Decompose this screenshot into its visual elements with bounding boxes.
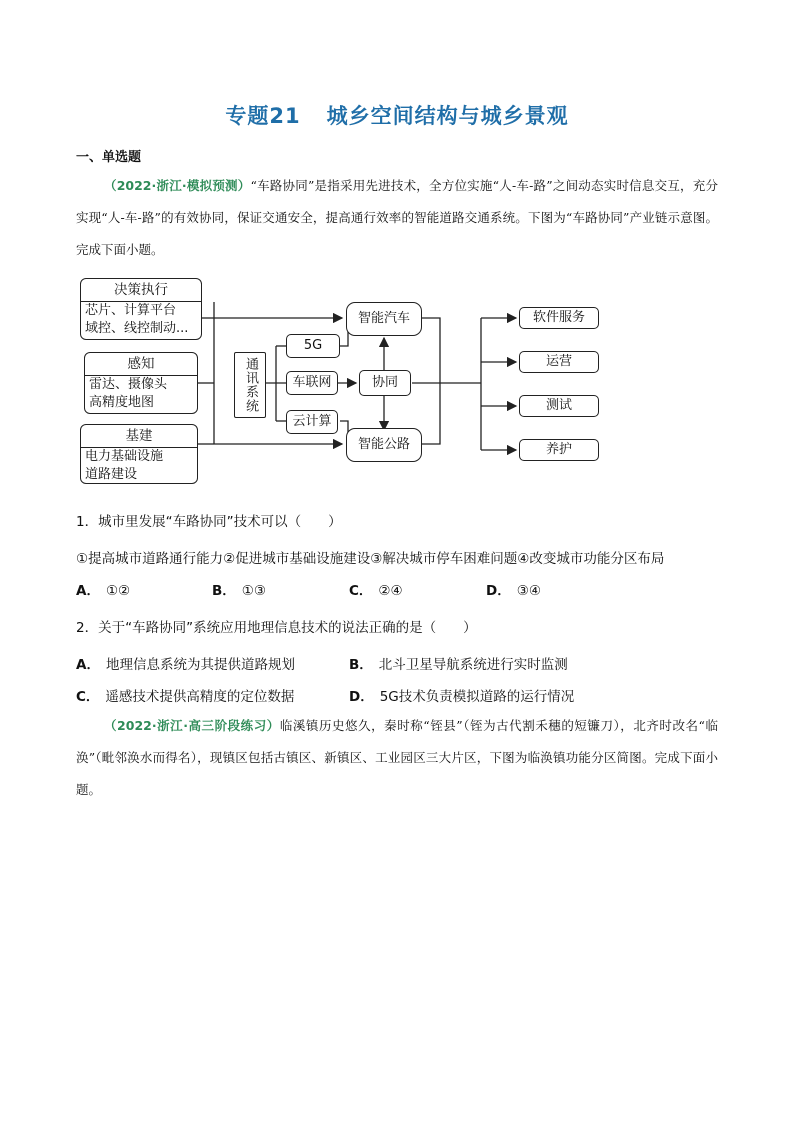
output-software-service: 软件服务 — [519, 307, 599, 329]
passage-2 — [76, 710, 718, 806]
node-smart-car: 智能汽车 — [346, 302, 422, 336]
option-text: 地理信息系统为其提供道路规划 — [105, 657, 295, 673]
question-2-option-a[interactable] — [76, 653, 295, 673]
node-iov: 车联网 — [286, 371, 338, 395]
passage-2-text: 临溪镇历史悠久，秦时称“铚县”（铚为古代割禾穗的短镰刀），北齐时改名“临涣”（毗邻涣水而得名），现镇区包括古镇区、新镇区、工业园区三大片区，下图为临涣镇功能分区简图。完成下面小题。 — [76, 718, 718, 797]
question-2-option-b[interactable] — [349, 653, 568, 673]
question-1-option-b[interactable] — [212, 579, 266, 599]
group-decision-execution-line-2: 域控、线控制动... — [85, 321, 189, 336]
question-1-option-c[interactable] — [349, 579, 403, 599]
option-key: A． — [76, 583, 100, 599]
node-coop: 协同 — [359, 370, 411, 396]
group-decision-execution-line-1: 芯片、计算平台 — [85, 303, 177, 318]
passage-1 — [76, 170, 718, 266]
group-infrastructure-line-1: 电力基础设施 — [85, 449, 164, 464]
group-infrastructure-line-2: 道路建设 — [85, 467, 138, 482]
option-key: D． — [486, 583, 511, 599]
group-perception-line-1: 雷达、摄像头 — [89, 377, 168, 392]
group-infrastructure — [80, 424, 198, 484]
page-title — [0, 100, 794, 130]
node-5g: 5G — [286, 334, 340, 358]
option-text: ②④ — [378, 583, 403, 599]
option-text: ③④ — [516, 583, 541, 599]
option-key: C． — [76, 689, 100, 705]
option-key: A． — [76, 657, 100, 673]
passage-1-source: （2022·浙江·模拟预测） — [104, 178, 251, 193]
output-testing: 测试 — [519, 395, 599, 417]
group-decision-execution-header: 决策执行 — [81, 279, 201, 302]
question-2-stem: 2．关于“车路协同”系统应用地理信息技术的说法正确的是（ ） — [76, 620, 477, 636]
option-text: ①③ — [241, 583, 267, 599]
option-text: 遥感技术提供高精度的定位数据 — [105, 689, 295, 705]
group-perception-header: 感知 — [85, 353, 197, 376]
option-key: B． — [212, 583, 236, 599]
question-2-option-c[interactable] — [76, 685, 294, 705]
title-topic-name: 城乡空间结构与城乡景观 — [326, 104, 569, 128]
group-infrastructure-header: 基建 — [81, 425, 197, 448]
option-key: D． — [349, 689, 374, 705]
passage-2-source: （2022·浙江·高三阶段练习） — [104, 718, 280, 733]
group-perception-line-2: 高精度地图 — [89, 395, 155, 410]
question-2-option-d[interactable] — [349, 685, 574, 705]
option-text: 5G技术负责模拟道路的运行情况 — [379, 689, 575, 705]
question-1-option-a[interactable] — [76, 579, 130, 599]
title-topic-number: 专题21 — [225, 104, 301, 128]
passage-1-text: “车路协同”是指采用先进技术，全方位实施“人-车-路”之间动态实时信息交互，充分实现“人-车-路”的有效协同，保证交通安全，提高通行效率的智能道路交通系统。下图为“车路协同”产业链示意图。完成下面小题。 — [76, 178, 718, 257]
group-decision-execution — [80, 278, 202, 340]
output-maintenance: 养护 — [519, 439, 599, 461]
option-key: C． — [349, 583, 373, 599]
option-text: ①② — [105, 583, 131, 599]
node-cloud: 云计算 — [286, 410, 338, 434]
industry-chain-diagram — [76, 272, 616, 482]
output-operation: 运营 — [519, 351, 599, 373]
option-text: 北斗卫星导航系统进行实时监测 — [378, 657, 568, 673]
comm-system-box: 通讯系统 — [234, 352, 266, 418]
question-1-stem: 1．城市里发展“车路协同”技术可以（ ） — [76, 514, 342, 530]
question-1-items: ①提高城市道路通行能力②促进城市基础设施建设③解决城市停车困难问题④改变城市功能分区布局 — [76, 551, 665, 567]
section-heading: 一、单选题 — [76, 150, 142, 165]
question-1-option-d[interactable] — [486, 579, 541, 599]
group-perception — [84, 352, 198, 414]
node-smart-road: 智能公路 — [346, 428, 422, 462]
option-key: B． — [349, 657, 373, 673]
